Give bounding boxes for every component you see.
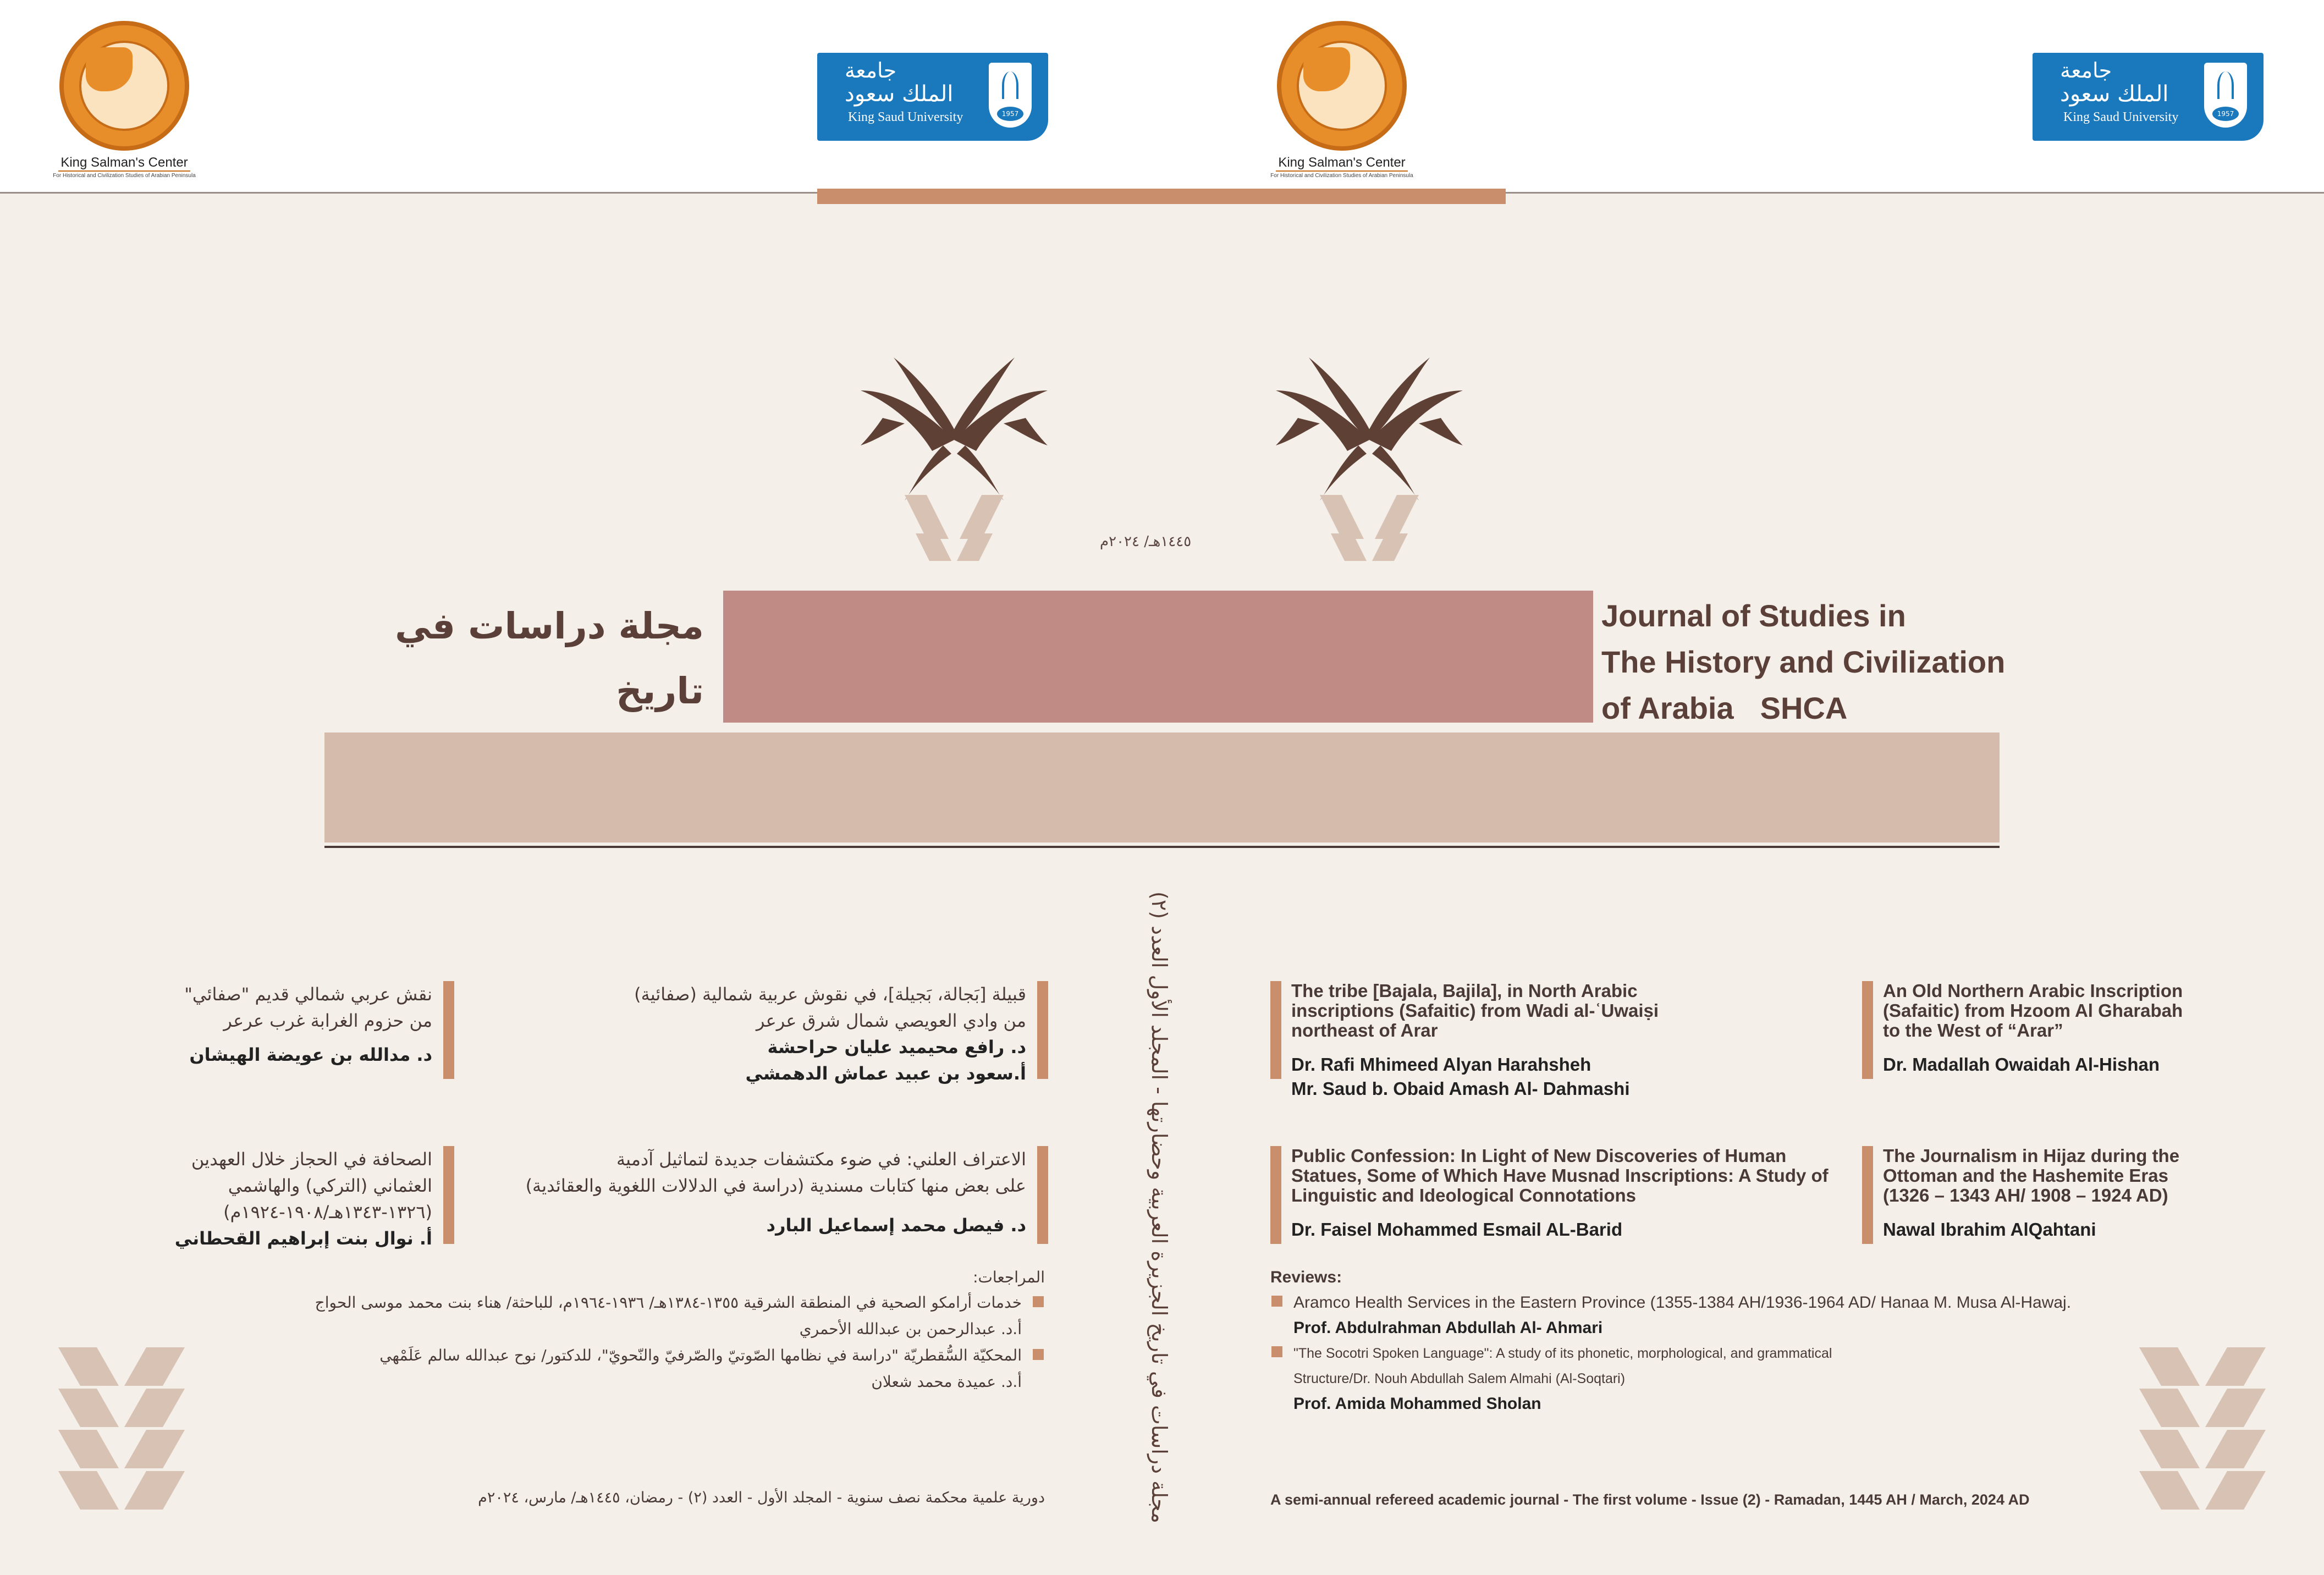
article-ar-2 xyxy=(143,981,454,1068)
article-author: Mr. Saud b. Obaid Amash Al- Dahmashi xyxy=(1291,1078,1630,1099)
article-title: An Old Northern Arabic Inscription (Safaitic) from Hzoom Al Gharabah to the West of “Arar” xyxy=(1883,981,2183,1040)
ksu-logo-right xyxy=(2033,53,2264,141)
article-author: Dr. Madallah Owaidah Al-Hishan xyxy=(1883,1054,2160,1075)
article-ar-3 xyxy=(462,1146,1048,1238)
ksu-shield-icon xyxy=(2204,63,2247,128)
review-title: خدمات أرامكو الصحية في المنطقة الشرقية ١٣٥٥-١٣٨٤هـ/ ١٩٣٦-١٩٦٤م، للباحثة/ هناء بنت محمد موسى الحواج xyxy=(315,1293,1022,1312)
review-title: Structure/Dr. Nouh Abdullah Salem Almahi (Al-Soqtari) xyxy=(1293,1371,1626,1386)
article-author: د. مدالله بن عويضة الهيشان xyxy=(189,1044,432,1065)
leaf-pattern-icon xyxy=(58,1347,185,1512)
palm-emblem-icon xyxy=(861,357,1048,566)
ksc-name: King Salman's Center xyxy=(58,155,190,172)
article-title: الاعتراف العلني: في ضوء مكتشفات جديدة لتماثيل آدمية xyxy=(616,1149,1026,1170)
article-author: أ.سعود بن عبيد عماش الدهمشي xyxy=(745,1063,1026,1084)
article-author: Nawal Ibrahim AlQahtani xyxy=(1883,1219,2096,1240)
footer-english: A semi-annual refereed academic journal - The first volume - Issue (2) - Ramadan, 1445 AH / March, 2024 AD xyxy=(1270,1491,2030,1508)
article-en-1 xyxy=(1270,981,1699,1101)
article-title: العثماني (التركي) والهاشمي xyxy=(228,1175,432,1196)
reviews-heading: المراجعات: xyxy=(973,1268,1045,1286)
title-ar-line1: مجلة دراسات في تاريخ xyxy=(395,605,704,712)
article-en-4 xyxy=(1862,1146,2203,1242)
ksc-subtitle: For Historical and Civilization Studies of Arabian Peninsula xyxy=(1270,173,1413,179)
ksu-ar-line1: جامعة xyxy=(845,58,897,82)
bullet-square-icon xyxy=(1033,1349,1044,1360)
review-item xyxy=(1270,1341,2150,1417)
bullet-square-icon xyxy=(1033,1296,1044,1307)
reviews-arabic xyxy=(209,1268,1045,1395)
title-english xyxy=(1601,593,2041,731)
bullet-square-icon xyxy=(1271,1296,1282,1307)
hijri-date: ١٤٤٥هـ/ ٢٠٢٤م xyxy=(1100,533,1192,550)
ksu-logo-left xyxy=(817,53,1048,141)
article-author: أ. نوال بنت إبراهيم القحطاني xyxy=(174,1228,432,1249)
review-item xyxy=(209,1290,1045,1342)
review-title: "The Socotri Spoken Language": A study of its phonetic, morphological, and grammatical xyxy=(1293,1346,1832,1361)
title-rose-block xyxy=(723,591,1593,723)
review-reviewer: Prof. Amida Mohammed Sholan xyxy=(1293,1395,1541,1413)
footer-arabic: دورية علمية محكمة نصف سنوية - المجلد الأول - العدد (٢) - رمضان، ١٤٤٥هـ/ مارس، ٢٠٢٤م xyxy=(478,1489,1045,1506)
ksc-logo-center xyxy=(1265,21,1419,202)
spine-text: مجلة دراسات في تاريخ الجزيرة العربية وحضارتها - المجلد الأول العدد (٢) xyxy=(1147,891,1171,1523)
article-title: على بعض منها كتابات مسندية (دراسة في الدلالات اللغوية والعقائدية) xyxy=(525,1175,1026,1196)
ksu-en-name: King Saud University xyxy=(2063,110,2179,124)
title-en-line1: Journal of Studies in xyxy=(1601,598,1906,633)
palm-emblem-icon xyxy=(1276,357,1463,566)
ksu-shield-icon xyxy=(989,63,1032,128)
article-author: Dr. Rafi Mhimeed Alyan Harahsheh xyxy=(1291,1054,1591,1075)
review-item xyxy=(1270,1290,2150,1341)
bullet-square-icon xyxy=(1271,1346,1282,1357)
article-en-3 xyxy=(1270,1146,1859,1242)
article-author: د. رافع محيميد عليان حراحشة xyxy=(767,1037,1026,1058)
ksc-subtitle: For Historical and Civilization Studies of Arabian Peninsula xyxy=(53,173,196,179)
title-en-line3: of Arabia xyxy=(1601,691,1734,725)
article-title: من حزوم الغرابة غرب عرعر xyxy=(223,1010,432,1031)
ksu-en-name: King Saud University xyxy=(848,110,963,124)
title-sand-block xyxy=(324,733,2000,842)
reviews-heading: Reviews: xyxy=(1270,1268,1342,1286)
article-author: Dr. Faisel Mohammed Esmail AL-Barid xyxy=(1291,1219,1623,1240)
ksc-name: King Salman's Center xyxy=(1276,155,1407,172)
review-reviewer: Prof. Abdulrahman Abdullah Al- Ahmari xyxy=(1293,1319,1603,1337)
leaf-pattern-icon xyxy=(2139,1347,2266,1512)
review-reviewer: أ.د. عميدة محمد شعلان xyxy=(871,1373,1022,1391)
review-title: المحكيّة السُّقطريّة "دراسة في نظامها الصّوتيّ والصّرفيّ والنّحويّ"، للدكتور/ نوح عبدالله سالم عَلَمْهي xyxy=(379,1346,1022,1364)
article-title: من وادي العويصي شمال شرق عرعر xyxy=(756,1010,1026,1031)
review-item xyxy=(209,1342,1045,1395)
article-title: Public Confession: In Light of New Discoveries of Human Statues, Some of Which Have Musnad Inscriptions: A Study of Linguistic and Ideological Connotations xyxy=(1291,1146,1829,1205)
ksu-year: 1957 xyxy=(997,107,1023,121)
ksu-ar-line1: جامعة xyxy=(2060,58,2112,82)
review-reviewer: أ.د. عبدالرحمن بن عبدالله الأحمري xyxy=(799,1320,1022,1338)
header-band xyxy=(0,0,2324,194)
article-title: نقش عربي شمالي قديم "صفائي" xyxy=(184,984,432,1005)
review-title: Aramco Health Services in the Eastern Province (1355-1384 AH/1936-1964 AD/ Hanaa M. Musa Al-Hawaj. xyxy=(1293,1293,2072,1312)
article-en-2 xyxy=(1862,981,2192,1077)
article-title: The Journalism in Hijaz during the Ottoman and the Hashemite Eras (1326 – 1343 AH/ 1908 – 1924 AD) xyxy=(1883,1146,2180,1205)
ksc-seal-icon xyxy=(1277,21,1407,151)
ksc-logo-left xyxy=(47,21,201,202)
ksu-ar-line2: الملك سعود xyxy=(845,81,954,107)
ksu-ar-line2: الملك سعود xyxy=(2060,81,2169,107)
title-rule xyxy=(324,846,2000,848)
article-ar-1 xyxy=(462,981,1048,1087)
title-en-line2: The History and Civilization xyxy=(1601,645,2006,679)
title-en-abbr: SHCA xyxy=(1760,691,1848,725)
reviews-english xyxy=(1270,1268,2150,1417)
article-ar-4 xyxy=(143,1146,454,1252)
ksu-year: 1957 xyxy=(2212,107,2239,121)
ksc-seal-icon xyxy=(59,21,189,151)
article-title: الصحافة في الحجاز خلال العهدين xyxy=(191,1149,432,1170)
article-author: د. فيصل محمد إسماعيل البارد xyxy=(766,1215,1026,1236)
article-title: (١٣٢٦-١٣٤٣هـ/١٩٠٨-١٩٢٤م) xyxy=(223,1202,432,1222)
article-title: The tribe [Bajala, Bajila], in North Arabic inscriptions (Safaitic) from Wadi al-ʿUwaiṣi northeast of Arar xyxy=(1291,981,1659,1040)
article-title: قبيلة [بَجالة، بَجيلة]، في نقوش عربية شمالية (صفائية) xyxy=(634,984,1026,1005)
